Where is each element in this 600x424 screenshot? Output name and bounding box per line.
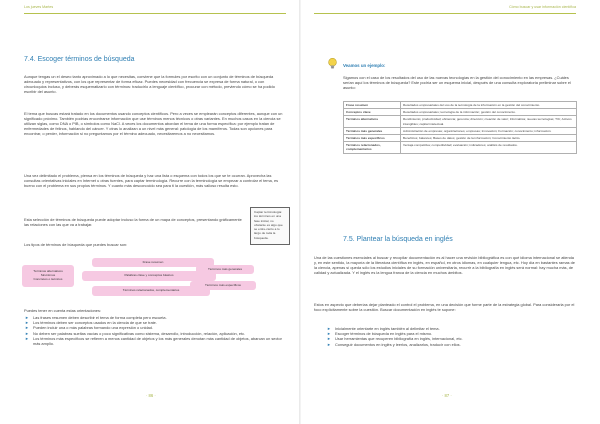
left-page-number: · 86 · <box>146 393 156 398</box>
list-item: ► Pueden incluir una o más palabras formando una expresión o unidad. <box>25 325 154 331</box>
list-item: ► Los términos deben ser conceptos usados en la ciencia de que se trate. <box>25 320 157 326</box>
search-terms-table <box>343 101 577 154</box>
right-para-1: Una de las cuestiones esenciales al buscar y recopilar documentación es al hacer una revisión bibliográfica es con qué idioma internacional se atienda y, en este sentido, la mayoría de la literatura científica en inglés, en español, en otros idiomas, en cualquier lengua, etc. Hoy día en bastantes ramas de la ciencia, apenas sí queda sólo los estudios iniciales de su formación universitaria, recurrir a la bibliografía en inglés será normal: hay mucha más, de calidad y actualizada. Y el inglés es la lengua franca de la ciencia en muchos ámbitos. <box>314 255 575 276</box>
english-search-list <box>326 326 576 347</box>
triangle-bullet-icon: ► <box>25 335 29 341</box>
left-running-head: Los jueves Martes <box>24 5 54 9</box>
right-para-2: Estos en aspecto que deberías dejar planteado el control el problema, en una decisión que forme parte de la estrategia global. Para considerarla por el foco explícitamente sobre la cuestión. Buscar documentación en inglés te supone: <box>314 302 575 313</box>
lightbulb-icon <box>326 57 339 70</box>
pill-terminos-relacionados: Términos relacionados, complementarios <box>92 286 210 296</box>
left-para-2: El tema que buscas estará tratado en los documentos usando conceptos científicos. Pero a veces se emplearán conceptos diferentes, aunque con un significado próximo. También podrías encontrarse información que use términos menos técnicos o otras variantes. En muchos casos en la ciencia se utilizan siglas, como DNA o PIB, o símbolos como NaCl. A veces los documentos abordan el tema de una forma específica: por ejemplo tratan de enfermedades de felinos, hablando del cáncer. Y otras lo analizan a un nivel más general: patología de los mamíferos. Todas son opciones para encontrar, o perder, información si no preguntamos por el término adecuado, necesitaremos a no necesitamos. <box>24 111 283 137</box>
triangle-bullet-icon: ► <box>327 336 331 342</box>
left-para-3: Una vez delimitado el problema, piensa en los términos de búsqueda y haz una lista o esquema con todos los que se te ocurran. Aprovecha las consultas orientativas iniciales en Internet u otras fuentes, para captar terminología. Recurre con la terminología se empezar a controlar el tema, es bueno con el problema en sus propios términos. Y cuanto más desconocido sea para ti la cuestión, más valioso resulta esto. <box>24 173 279 189</box>
types-intro: Los tipos de términos de búsqueda que puedes buscar son: <box>24 242 128 247</box>
pill-terminos-generales: Términos más generales <box>196 265 254 274</box>
triangle-bullet-icon: ► <box>25 330 29 336</box>
table-row: Términos relacionados, complementarios Ventaja competitiva; competitividad; evaluación; indicadores; análisis de resultados. <box>344 142 577 153</box>
right-running-head: Cómo buscar y usar información científica <box>509 5 576 9</box>
terminology-note: Captar terminología: los términos en una fase inicial, no obstante es algo que se entre-cierto a lo largo de toda la búsqueda. <box>250 207 290 245</box>
left-para-1: Aunque tengas un el deseo tanto aproximado a lo que necesitas, conviene que la formules por escrito con un conjunto de términos de búsqueda adecuado y representativos, con los que representar de forma eficaz. Puedes necesidad con frecuencia se expresa de forma natural, o con circunloquios incluso, y deberás esquematizarlo con términos: traducirlo a lenguaje científico, procurar con método, previendo cómo se ha podido escribir del asunto. <box>24 74 275 95</box>
pill-terminos-alternativos: Términos alternativos Sinónimos Concretos o técnicos <box>22 265 74 287</box>
left-head-rule <box>24 13 286 14</box>
example-heading: Veamos un ejemplo: <box>343 63 386 68</box>
section-title-7-5: 7.5. Plantear la búsqueda en inglés <box>343 236 453 243</box>
list-item: ► Las frases resumen deben describir el tema de forma completa pero escueta. <box>25 315 167 320</box>
list-item: ► Los términos más específicos se refieren a menos cantidad de objetos y los más generales denotan más cantidad de objetos, abarcan un sector más amplio. <box>25 335 282 347</box>
list-item: ► Inicialmente orientarte en inglés también al delimitar el tema. <box>327 326 440 331</box>
table-row: Frase resumen Resultados empresariales del uso de la tecnología de la información en la gestión del conocimiento. <box>344 102 577 109</box>
right-head-rule <box>314 13 576 14</box>
triangle-bullet-icon: ► <box>25 315 29 320</box>
pill-terminos-especificos: Términos más específicos <box>190 281 256 290</box>
triangle-bullet-icon: ► <box>327 341 331 347</box>
example-para: Sigamos con el caso de los resultados del uso de las nuevas tecnologías en la gestión del conocimiento en las empresas. ¿Cuáles serían aquí los términos de búsqueda? Este podría ser un esquema inicial, después de una consulta exploratoria preliminar sobre el asunto: <box>343 75 571 91</box>
table-row: Términos alternativos Rendimiento; productividad; eficiencia; gerencia; dirección; creación de valor; Informática; nuevas tecnologías; TIC; Activos intangibles; capital intelectual. <box>344 116 577 127</box>
table-row: Términos más generales Administración de empresas; organizaciones; empresas; Innovación; Formación; conocimiento; información. <box>344 127 577 134</box>
right-page-number: · 87 · <box>442 393 452 398</box>
list-item: ► Escoger términos de búsqueda en inglés para el mismo. <box>327 331 433 337</box>
criteria-list <box>24 315 286 346</box>
triangle-bullet-icon: ► <box>327 326 331 331</box>
pill-frase-resumen: Frase resumen <box>92 258 214 267</box>
left-para-4: Esta selección de términos de búsqueda puede adoptar incluso la forma de un mapa de conceptos, presentando gráficamente las relaciones con las que va a trabajar. <box>24 217 242 228</box>
table-row: Términos más específicos Beneficios; balances; Bases de datos; gestión de la información; Conocimiento tácito. <box>344 135 577 142</box>
list-item: ► Usar herramientas que recuperen bibliografía en inglés, internacional, etc. <box>327 336 463 342</box>
list-item: ► Conseguir documentos en inglés y leerlos, analizarlos, traducir con ellos. <box>327 341 461 347</box>
triangle-bullet-icon: ► <box>327 331 331 337</box>
triangle-bullet-icon: ► <box>25 325 29 331</box>
section-title-7-4: 7.4. Escoger términos de búsqueda <box>24 56 135 63</box>
triangle-bullet-icon: ► <box>25 320 29 326</box>
table-row: Conceptos clave Resultados empresariales; tecnología de la información; gestión del conocimiento. <box>344 109 577 116</box>
pill-palabras-clave: Palabras clave y conceptos básicos <box>82 271 216 281</box>
list-item: ► No deben ser palabras sueltas vacías o poco significativas como sistema, desarrollo, introducción, relación, aplicación, etc. <box>25 330 246 336</box>
criteria-intro: Puedes tener en cuenta estas orientaciones: <box>24 308 101 313</box>
